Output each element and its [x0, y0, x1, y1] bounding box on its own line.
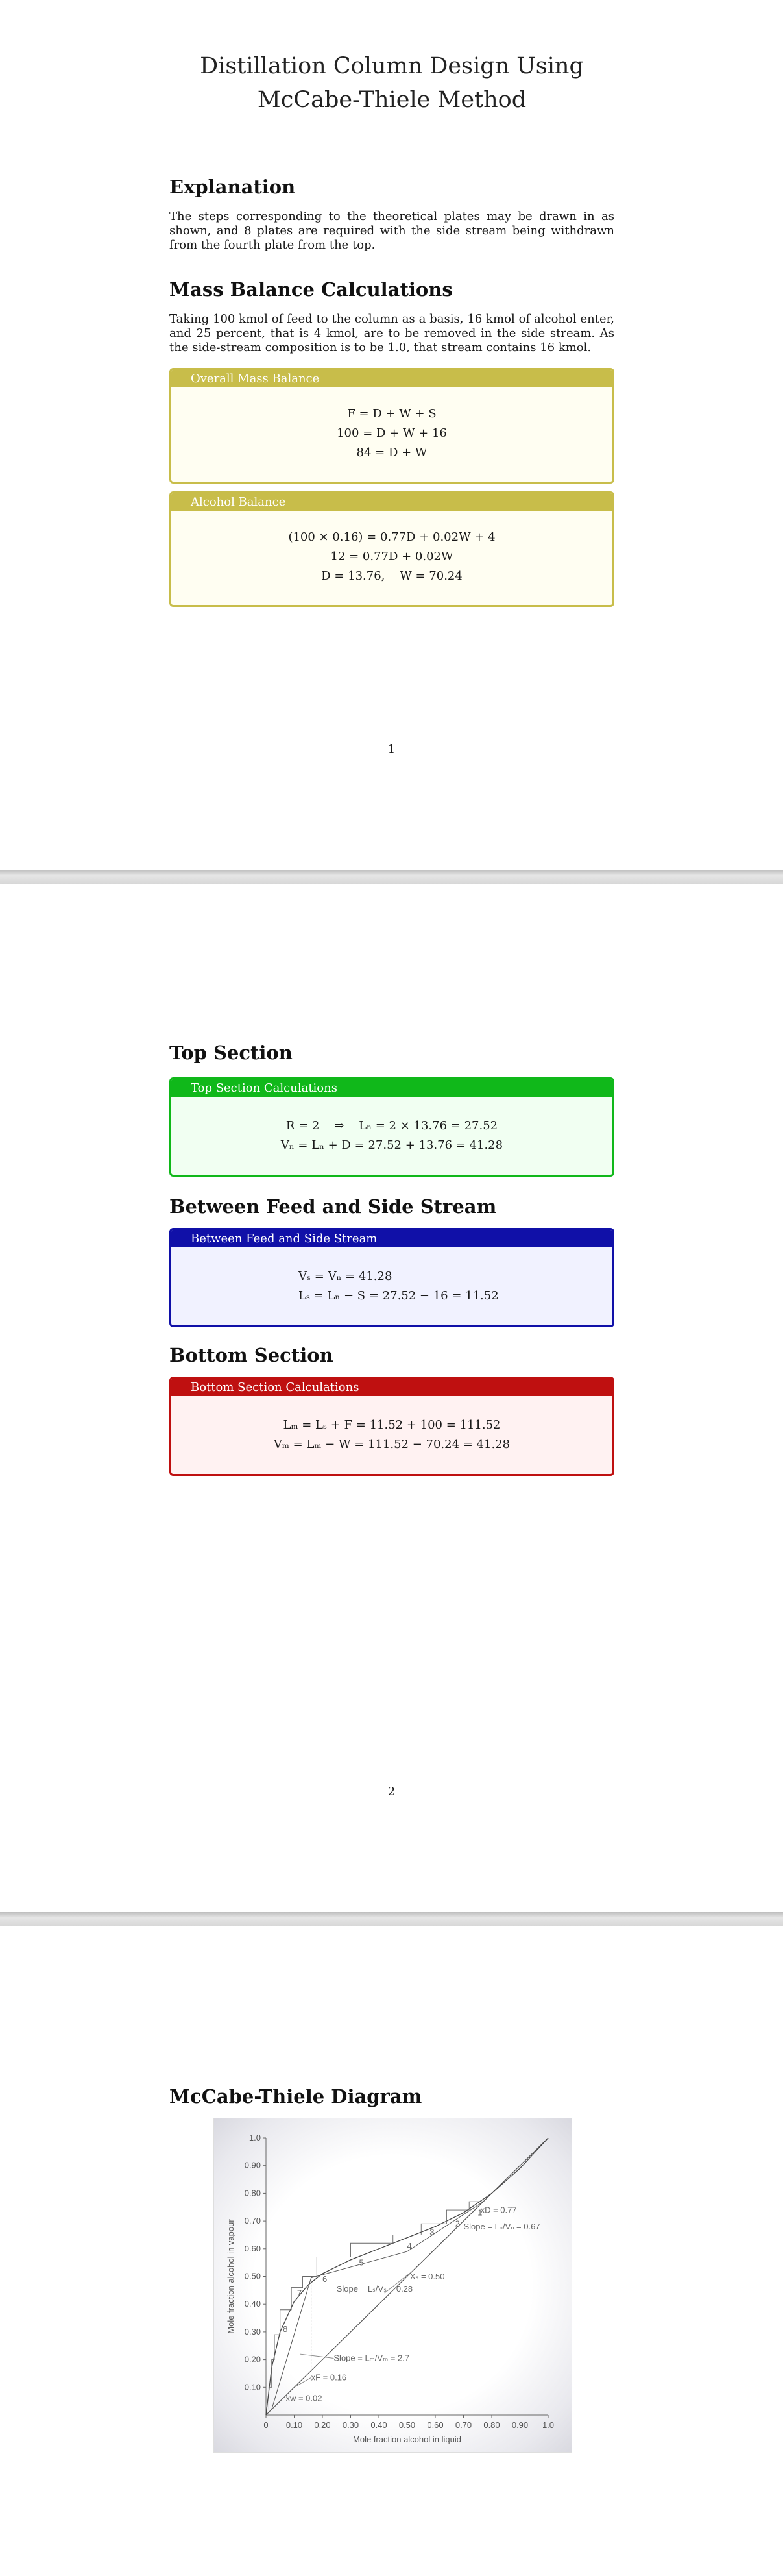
- mass-balance-heading: Mass Balance Calculations: [169, 278, 453, 301]
- equation-line: Lₛ = Lₙ − S = 27.52 − 16 = 11.52: [298, 1289, 499, 1303]
- document-title: Distillation Column Design Using McCabe-Thiele Method: [200, 53, 584, 113]
- equation-line: Vₙ = Lₙ + D = 27.52 + 13.76 = 41.28: [280, 1138, 503, 1152]
- bottom-section-box-title: Bottom Section Calculations: [171, 1379, 612, 1396]
- y-tick-label: 0.70: [244, 2216, 261, 2226]
- annotation-xf: xF = 0.16: [311, 2372, 347, 2383]
- mccabe-thiele-diagram: [213, 2118, 572, 2453]
- x-tick-label: 0.30: [342, 2420, 359, 2430]
- equation-line: Vₘ = Lₘ − W = 111.52 − 70.24 = 41.28: [273, 1438, 511, 1451]
- x-axis-label: Mole fraction alcohol in liquid: [353, 2435, 461, 2444]
- x-tick-label: 0: [263, 2420, 269, 2430]
- equation-line: 84 = D + W: [356, 446, 428, 460]
- y-tick-label: 0.40: [244, 2299, 261, 2309]
- plate-label: 5: [359, 2257, 364, 2268]
- plate-label: 6: [322, 2274, 328, 2285]
- plate-label: 1: [477, 2207, 483, 2218]
- page-1: [0, 0, 783, 870]
- bottom-section-heading: Bottom Section: [169, 1344, 333, 1366]
- annotation-slope-bottom: Slope = Lₘ/Vₘ = 2.7: [333, 2353, 410, 2363]
- top-section-box: [169, 1077, 614, 1177]
- equation-line: Vₛ = Vₙ = 41.28: [298, 1270, 392, 1283]
- equation-line: Lₘ = Lₛ + F = 11.52 + 100 = 111.52: [283, 1418, 501, 1432]
- top-section-box-title: Top Section Calculations: [171, 1079, 612, 1097]
- plate-label: 7: [296, 2288, 302, 2298]
- plate-label: 2: [455, 2218, 460, 2229]
- equation-line: D = 13.76, W = 70.24: [321, 569, 463, 583]
- x-tick-label: 0.50: [398, 2420, 416, 2430]
- y-tick-label: 0.80: [244, 2188, 261, 2198]
- x-tick-label: 0.60: [427, 2420, 444, 2430]
- equation-line: (100 × 0.16) = 0.77D + 0.02W + 4: [288, 530, 496, 544]
- annotation-slope-top: Slope = Lₙ/Vₙ = 0.67: [463, 2221, 540, 2231]
- explanation-heading: Explanation: [169, 176, 296, 198]
- diagram-svg: [214, 2118, 572, 2452]
- equation-line: F = D + W + S: [347, 407, 437, 421]
- y-tick-label: 0.90: [244, 2160, 261, 2170]
- annotation-xd: xD = 0.77: [480, 2205, 517, 2215]
- plate-label: 8: [283, 2324, 288, 2334]
- y-tick-label: 0.60: [244, 2243, 261, 2253]
- annotation-xs: Xₛ = 0.50: [409, 2271, 445, 2281]
- x-tick-label: 0.20: [314, 2420, 331, 2430]
- page-number: 2: [387, 1785, 396, 1798]
- between-section-heading: Between Feed and Side Stream: [169, 1196, 497, 1218]
- plate-label: 4: [407, 2240, 412, 2251]
- alcohol-balance-title: Alcohol Balance: [171, 493, 612, 511]
- page-number: 1: [387, 742, 396, 756]
- explanation-text: The steps corresponding to the theoretical plates may be drawn in as shown, and 8 plates are required with the side stream being withdrawn from the fourth plate from the top.: [169, 210, 614, 252]
- annotation-xw: xw = 0.02: [285, 2393, 322, 2403]
- x-tick-label: 0.70: [455, 2420, 472, 2430]
- y-axis-label: Mole fraction alcohol in vapour: [226, 2219, 235, 2334]
- overall-mass-balance-title: Overall Mass Balance: [171, 370, 612, 387]
- x-tick-label: 0.10: [285, 2420, 303, 2430]
- y-tick-label: 1.0: [248, 2133, 261, 2142]
- plate-label: 3: [429, 2227, 435, 2237]
- y-tick-label: 0.50: [244, 2271, 261, 2281]
- page-2: [0, 884, 783, 1912]
- bottom-slope-leader: [300, 2354, 333, 2358]
- page-separator: [0, 1912, 783, 1926]
- y-tick-label: 0.10: [244, 2382, 261, 2392]
- between-section-box: [169, 1228, 614, 1327]
- mass-balance-text: Taking 100 kmol of feed to the column as a basis, 16 kmol of alcohol enter, and 25 percent, that is 4 kmol, are to be removed in the side stream. As the side-stream composition is to be 1.0, that stream contains 16 kmol.: [169, 312, 614, 354]
- equation-line: R = 2 ⇒ Lₙ = 2 × 13.76 = 27.52: [285, 1119, 498, 1133]
- overall-mass-balance-box: [169, 368, 614, 484]
- x-tick-label: 0.40: [370, 2420, 387, 2430]
- page-separator: [0, 870, 783, 884]
- annotation-slope-mid: Slope = Lₛ/Vₛ = 0.28: [336, 2283, 413, 2294]
- y-tick-label: 0.20: [244, 2354, 261, 2364]
- top-section-heading: Top Section: [169, 1042, 293, 1064]
- equation-line: 12 = 0.77D + 0.02W: [330, 550, 453, 563]
- between-section-box-title: Between Feed and Side Stream: [171, 1230, 612, 1247]
- y-tick-label: 0.30: [244, 2326, 261, 2337]
- alcohol-balance-box: [169, 491, 614, 607]
- x-tick-label: 1.0: [542, 2420, 555, 2430]
- diagram-curves: [266, 2138, 548, 2415]
- bottom-section-box: [169, 1377, 614, 1476]
- equation-line: 100 = D + W + 16: [337, 426, 447, 440]
- x-tick-label: 0.90: [511, 2420, 529, 2430]
- x-tick-label: 0.80: [483, 2420, 500, 2430]
- diagram-heading: McCabe-Thiele Diagram: [169, 2085, 422, 2107]
